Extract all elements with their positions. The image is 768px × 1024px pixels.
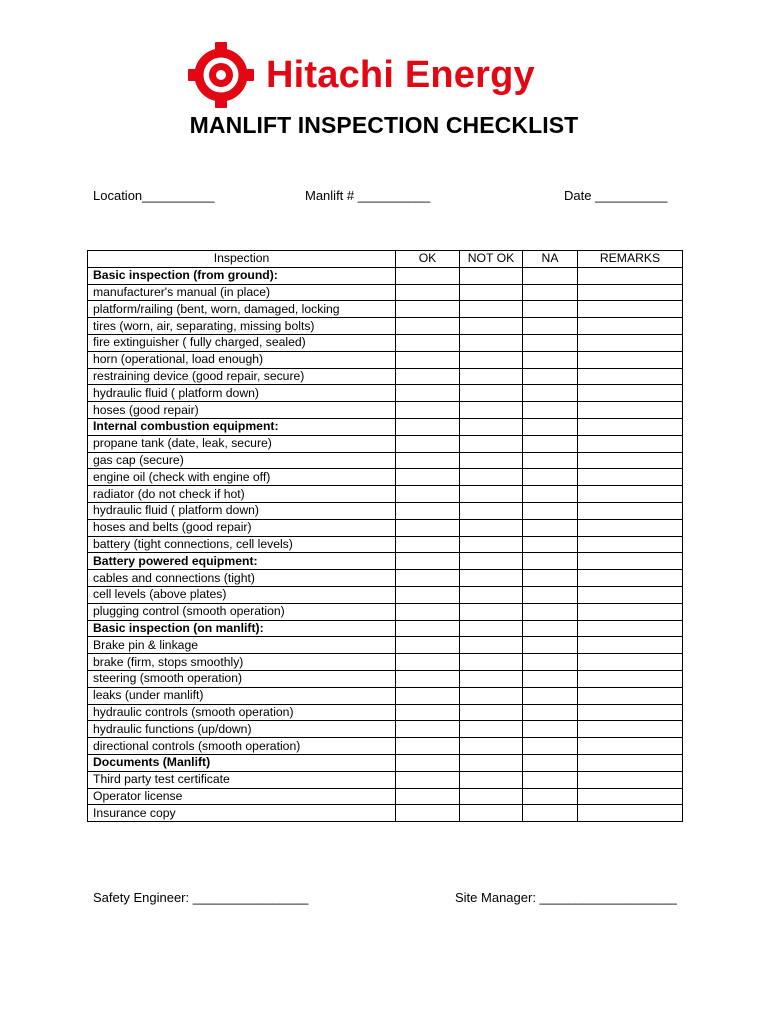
ok-cell[interactable]: [396, 654, 460, 671]
ok-cell[interactable]: [396, 334, 460, 351]
remarks-cell[interactable]: [578, 654, 683, 671]
table-row: [88, 334, 683, 351]
ok-cell[interactable]: [396, 435, 460, 452]
ok-cell[interactable]: [396, 385, 460, 402]
ok-cell[interactable]: [396, 788, 460, 805]
ok-cell[interactable]: [396, 670, 460, 687]
ok-cell[interactable]: [396, 418, 460, 435]
ok-cell[interactable]: [396, 267, 460, 284]
ok-cell[interactable]: [396, 704, 460, 721]
not-ok-cell[interactable]: [460, 267, 523, 284]
na-cell[interactable]: [523, 704, 578, 721]
table-row: [88, 351, 683, 368]
table-row: [88, 536, 683, 553]
table-row: [88, 385, 683, 402]
inspection-item: hydraulic fluid ( platform down): [88, 385, 396, 402]
section-row: [88, 754, 683, 771]
not-ok-cell[interactable]: [460, 402, 523, 419]
manlift-number-field: Manlift # __________: [305, 188, 431, 203]
not-ok-cell[interactable]: [460, 637, 523, 654]
na-cell[interactable]: [523, 586, 578, 603]
inspection-item: tires (worn, air, separating, missing bolts): [88, 318, 396, 335]
na-cell[interactable]: [523, 670, 578, 687]
remarks-cell[interactable]: [578, 721, 683, 738]
inspection-item: cell levels (above plates): [88, 586, 396, 603]
remarks-cell[interactable]: [578, 267, 683, 284]
safety-engineer-signature: Safety Engineer: ________________: [93, 890, 309, 905]
remarks-cell[interactable]: [578, 351, 683, 368]
table-row: [88, 788, 683, 805]
na-cell[interactable]: [523, 771, 578, 788]
ok-cell[interactable]: [396, 721, 460, 738]
table-row: [88, 435, 683, 452]
ok-cell[interactable]: [396, 536, 460, 553]
remarks-cell[interactable]: [578, 570, 683, 587]
na-cell[interactable]: [523, 418, 578, 435]
inspection-item: propane tank (date, leak, secure): [88, 435, 396, 452]
column-header-na: NA: [523, 251, 578, 268]
section-row: [88, 553, 683, 570]
ok-cell[interactable]: [396, 805, 460, 822]
column-header-ok: OK: [396, 251, 460, 268]
inspection-item: plugging control (smooth operation): [88, 603, 396, 620]
ok-cell[interactable]: [396, 603, 460, 620]
not-ok-cell[interactable]: [460, 502, 523, 519]
not-ok-cell[interactable]: [460, 603, 523, 620]
table-row: [88, 486, 683, 503]
remarks-cell[interactable]: [578, 704, 683, 721]
remarks-cell[interactable]: [578, 334, 683, 351]
table-row: [88, 318, 683, 335]
ok-cell[interactable]: [396, 570, 460, 587]
remarks-cell[interactable]: [578, 771, 683, 788]
remarks-cell[interactable]: [578, 620, 683, 637]
not-ok-cell[interactable]: [460, 788, 523, 805]
not-ok-cell[interactable]: [460, 452, 523, 469]
inspection-item: fire extinguisher ( fully charged, sealed): [88, 334, 396, 351]
not-ok-cell[interactable]: [460, 418, 523, 435]
ok-cell[interactable]: [396, 368, 460, 385]
brand-name: Hitachi Energy: [266, 54, 535, 96]
na-cell[interactable]: [523, 788, 578, 805]
column-header-remarks: REMARKS: [578, 251, 683, 268]
ok-cell[interactable]: [396, 301, 460, 318]
ok-cell[interactable]: [396, 738, 460, 755]
table-row: [88, 469, 683, 486]
ok-cell[interactable]: [396, 620, 460, 637]
location-field: Location__________: [93, 188, 215, 203]
na-cell[interactable]: [523, 284, 578, 301]
inspection-item: brake (firm, stops smoothly): [88, 654, 396, 671]
inspection-item: cables and connections (tight): [88, 570, 396, 587]
inspection-item: hoses (good repair): [88, 402, 396, 419]
table-row: [88, 637, 683, 654]
section-heading: Basic inspection (on manlift):: [88, 620, 396, 637]
remarks-cell[interactable]: [578, 603, 683, 620]
not-ok-cell[interactable]: [460, 754, 523, 771]
table-row: [88, 368, 683, 385]
remarks-cell[interactable]: [578, 754, 683, 771]
not-ok-cell[interactable]: [460, 469, 523, 486]
na-cell[interactable]: [523, 553, 578, 570]
inspection-item: hydraulic fluid ( platform down): [88, 502, 396, 519]
table-row: [88, 301, 683, 318]
ok-cell[interactable]: [396, 502, 460, 519]
inspection-item: engine oil (check with engine off): [88, 469, 396, 486]
remarks-cell[interactable]: [578, 435, 683, 452]
inspection-item: Brake pin & linkage: [88, 637, 396, 654]
na-cell[interactable]: [523, 805, 578, 822]
inspection-item: leaks (under manlift): [88, 687, 396, 704]
inspection-item: Operator license: [88, 788, 396, 805]
inspection-item: Third party test certificate: [88, 771, 396, 788]
table-row: [88, 603, 683, 620]
table-row: [88, 402, 683, 419]
inspection-item: hoses and belts (good repair): [88, 519, 396, 536]
not-ok-cell[interactable]: [460, 385, 523, 402]
na-cell[interactable]: [523, 502, 578, 519]
ok-cell[interactable]: [396, 486, 460, 503]
remarks-cell[interactable]: [578, 738, 683, 755]
page-title: MANLIFT INSPECTION CHECKLIST: [189, 112, 579, 138]
na-cell[interactable]: [523, 637, 578, 654]
remarks-cell[interactable]: [578, 687, 683, 704]
table-row: [88, 452, 683, 469]
not-ok-cell[interactable]: [460, 351, 523, 368]
table-header-row: [88, 251, 683, 268]
na-cell[interactable]: [523, 318, 578, 335]
not-ok-cell[interactable]: [460, 318, 523, 335]
ok-cell[interactable]: [396, 284, 460, 301]
not-ok-cell[interactable]: [460, 334, 523, 351]
ok-cell[interactable]: [396, 318, 460, 335]
inspection-item: platform/railing (bent, worn, damaged, locking: [88, 301, 396, 318]
remarks-cell[interactable]: [578, 469, 683, 486]
table-row: [88, 502, 683, 519]
inspection-item: battery (tight connections, cell levels): [88, 536, 396, 553]
remarks-cell[interactable]: [578, 385, 683, 402]
site-manager-signature: Site Manager: ___________________: [455, 890, 677, 905]
na-cell[interactable]: [523, 754, 578, 771]
table-row: [88, 670, 683, 687]
na-cell[interactable]: [523, 452, 578, 469]
remarks-cell[interactable]: [578, 486, 683, 503]
remarks-cell[interactable]: [578, 536, 683, 553]
remarks-cell[interactable]: [578, 670, 683, 687]
section-row: [88, 418, 683, 435]
na-cell[interactable]: [523, 469, 578, 486]
na-cell[interactable]: [523, 402, 578, 419]
remarks-cell[interactable]: [578, 452, 683, 469]
ok-cell[interactable]: [396, 771, 460, 788]
not-ok-cell[interactable]: [460, 435, 523, 452]
table-row: [88, 687, 683, 704]
na-cell[interactable]: [523, 486, 578, 503]
remarks-cell[interactable]: [578, 586, 683, 603]
section-row: [88, 620, 683, 637]
remarks-cell[interactable]: [578, 637, 683, 654]
na-cell[interactable]: [523, 536, 578, 553]
na-cell[interactable]: [523, 721, 578, 738]
not-ok-cell[interactable]: [460, 654, 523, 671]
ok-cell[interactable]: [396, 637, 460, 654]
inspection-item: hydraulic controls (smooth operation): [88, 704, 396, 721]
column-header-not-ok: NOT OK: [460, 251, 523, 268]
date-field: Date __________: [564, 188, 668, 203]
remarks-cell[interactable]: [578, 502, 683, 519]
ok-cell[interactable]: [396, 469, 460, 486]
table-row: [88, 738, 683, 755]
inspection-item: radiator (do not check if hot): [88, 486, 396, 503]
ok-cell[interactable]: [396, 586, 460, 603]
not-ok-cell[interactable]: [460, 486, 523, 503]
inspection-table: [87, 250, 683, 822]
remarks-cell[interactable]: [578, 805, 683, 822]
column-header-inspection: Inspection: [88, 251, 396, 268]
table-row: [88, 654, 683, 671]
na-cell[interactable]: [523, 301, 578, 318]
na-cell[interactable]: [523, 738, 578, 755]
ok-cell[interactable]: [396, 519, 460, 536]
na-cell[interactable]: [523, 603, 578, 620]
inspection-item: manufacturer's manual (in place): [88, 284, 396, 301]
na-cell[interactable]: [523, 687, 578, 704]
na-cell[interactable]: [523, 267, 578, 284]
inspection-item: steering (smooth operation): [88, 670, 396, 687]
ok-cell[interactable]: [396, 553, 460, 570]
inspection-item: Insurance copy: [88, 805, 396, 822]
table-row: [88, 586, 683, 603]
table-row: [88, 805, 683, 822]
not-ok-cell[interactable]: [460, 670, 523, 687]
ok-cell[interactable]: [396, 402, 460, 419]
na-cell[interactable]: [523, 519, 578, 536]
table-row: [88, 284, 683, 301]
not-ok-cell[interactable]: [460, 620, 523, 637]
hitachi-energy-logo: [188, 42, 535, 108]
remarks-cell[interactable]: [578, 788, 683, 805]
section-heading: Documents (Manlift): [88, 754, 396, 771]
remarks-cell[interactable]: [578, 284, 683, 301]
na-cell[interactable]: [523, 351, 578, 368]
not-ok-cell[interactable]: [460, 805, 523, 822]
not-ok-cell[interactable]: [460, 738, 523, 755]
table-row: [88, 704, 683, 721]
not-ok-cell[interactable]: [460, 284, 523, 301]
na-cell[interactable]: [523, 570, 578, 587]
na-cell[interactable]: [523, 620, 578, 637]
hitachi-mark-icon: [188, 42, 254, 108]
section-row: [88, 267, 683, 284]
not-ok-cell[interactable]: [460, 771, 523, 788]
remarks-cell[interactable]: [578, 519, 683, 536]
not-ok-cell[interactable]: [460, 570, 523, 587]
not-ok-cell[interactable]: [460, 301, 523, 318]
ok-cell[interactable]: [396, 351, 460, 368]
ok-cell[interactable]: [396, 754, 460, 771]
na-cell[interactable]: [523, 368, 578, 385]
na-cell[interactable]: [523, 334, 578, 351]
table-row: [88, 570, 683, 587]
table-row: [88, 519, 683, 536]
inspection-item: hydraulic functions (up/down): [88, 721, 396, 738]
not-ok-cell[interactable]: [460, 687, 523, 704]
inspection-item: directional controls (smooth operation): [88, 738, 396, 755]
remarks-cell[interactable]: [578, 318, 683, 335]
inspection-item: restraining device (good repair, secure): [88, 368, 396, 385]
not-ok-cell[interactable]: [460, 586, 523, 603]
remarks-cell[interactable]: [578, 368, 683, 385]
na-cell[interactable]: [523, 435, 578, 452]
section-heading: Battery powered equipment:: [88, 553, 396, 570]
inspection-item: horn (operational, load enough): [88, 351, 396, 368]
section-heading: Basic inspection (from ground):: [88, 267, 396, 284]
not-ok-cell[interactable]: [460, 553, 523, 570]
table-row: [88, 721, 683, 738]
not-ok-cell[interactable]: [460, 519, 523, 536]
not-ok-cell[interactable]: [460, 721, 523, 738]
not-ok-cell[interactable]: [460, 368, 523, 385]
section-heading: Internal combustion equipment:: [88, 418, 396, 435]
ok-cell[interactable]: [396, 687, 460, 704]
inspection-item: gas cap (secure): [88, 452, 396, 469]
not-ok-cell[interactable]: [460, 704, 523, 721]
na-cell[interactable]: [523, 385, 578, 402]
table-row: [88, 771, 683, 788]
remarks-cell[interactable]: [578, 553, 683, 570]
not-ok-cell[interactable]: [460, 536, 523, 553]
ok-cell[interactable]: [396, 452, 460, 469]
na-cell[interactable]: [523, 654, 578, 671]
remarks-cell[interactable]: [578, 301, 683, 318]
remarks-cell[interactable]: [578, 418, 683, 435]
remarks-cell[interactable]: [578, 402, 683, 419]
